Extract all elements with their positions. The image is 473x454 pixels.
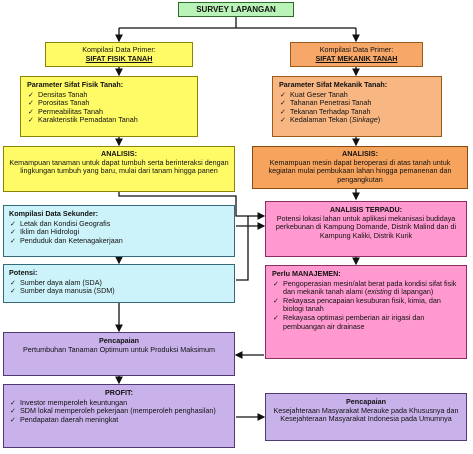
list-item: ✓ Letak dan Kondisi Geografis: [9, 220, 229, 229]
mechanical-analysis-box: [252, 146, 468, 189]
list-item: ✓ Rekayasa optimasi pemberian air irigasi dan pembuangan air drainase: [272, 314, 460, 331]
list-item-italic: existing: [367, 287, 392, 297]
physical-analysis-box: [3, 146, 235, 192]
mechanical-analysis-title: ANALISIS:: [342, 149, 378, 158]
potential-title: Potensi:: [9, 268, 38, 277]
list-item-text: Kedalaman Tekan (: [290, 115, 352, 125]
list-item: ✓ Porositas Tanah: [27, 99, 191, 108]
physical-parameter-title: Parameter Sifat Fisik Tanah:: [27, 80, 124, 89]
survey-title: SURVEY LAPANGAN: [196, 5, 276, 14]
mechanical-parameter-title: Parameter Sifat Mekanik Tanah:: [279, 80, 388, 89]
list-item: ✓ Permeabilitas Tanah: [27, 108, 191, 117]
list-item: ✓ Densitas Tanah: [27, 91, 191, 100]
achievement-growth-title: Pencapaian: [99, 336, 139, 345]
list-item-italic: Sinkage: [351, 115, 378, 125]
list-item: ✓ Karakteristik Pemadatan Tanah: [27, 116, 191, 125]
list-item: ✓ Iklim dan Hidrologi: [9, 228, 229, 237]
profit-title: PROFIT:: [105, 388, 133, 397]
list-item-text: ): [377, 115, 381, 125]
list-item: [279, 116, 435, 125]
physical-parameter-list: [27, 91, 191, 125]
achievement-welfare-box: [265, 393, 467, 441]
profit-list: [9, 399, 229, 425]
achievement-growth-box: [3, 332, 235, 376]
list-item-text: di lapangan): [391, 287, 434, 297]
integrated-analysis-text: Potensi lokasi lahan untuk aplikasi mekanisasi budidaya perkebunan di Kampung Domande, Distrik Malind dan di Kampung Kaliki, Distrik Kurik: [275, 213, 457, 240]
management-box: [265, 265, 467, 359]
achievement-welfare-title: Pencapaian: [346, 397, 386, 406]
list-item: ✓ Penduduk dan Ketenagakerjaan: [9, 237, 229, 246]
list-item: ✓ Pendapatan daerah meningkat: [9, 416, 229, 425]
management-title: Perlu MANAJEMEN:: [272, 269, 341, 278]
list-item: ✓ Sumber daya alam (SDA): [9, 279, 229, 288]
list-item: [272, 280, 460, 297]
physical-analysis-text: Kemampuan tanaman untuk dapat tumbuh serta berinteraksi dengan lingkungan tumbuh yang baru, mulai dari tanam hingga panen: [9, 157, 229, 176]
survey-lapangan-box: [178, 2, 294, 17]
list-item: ✓ Rekayasa pencapaian kesuburan fisik, kimia, dan biologi tanah: [272, 297, 460, 314]
list-item: ✓ SDM lokal memperoleh pekerjaan (memperoleh penghasilan): [9, 407, 229, 416]
primary-mechanical-box: [290, 42, 423, 67]
list-item-text: Pengoperasian mesin/alat berat pada kondisi sifat fisik dan mekanik tanah alami (: [283, 278, 457, 297]
list-item: ✓ Tahanan Penetrasi Tanah: [279, 99, 435, 108]
primary-physical-label: Kompilasi Data Primer:: [82, 45, 156, 54]
physical-parameter-box: [20, 76, 198, 137]
list-item: ✓ Investor memperoleh keuntungan: [9, 399, 229, 408]
list-item: ✓ Tekanan Terhadap Tanah: [279, 108, 435, 117]
mechanical-analysis-text: Kemampuan mesin dapat beroperasi di atas tanah untuk kegiatan mulai pembukaan lahan hingga pemanenan dan pengangkutan: [268, 157, 452, 184]
list-item: ✓ Kuat Geser Tanah: [279, 91, 435, 100]
integrated-analysis-title: ANALISIS TERPADU:: [329, 205, 403, 214]
mechanical-parameter-list: [279, 91, 435, 125]
list-item: ✓ Sumber daya manusia (SDM): [9, 287, 229, 296]
profit-box: [3, 384, 235, 448]
primary-physical-box: [45, 42, 193, 67]
secondary-data-title: Kompilasi Data Sekunder:: [9, 209, 99, 218]
primary-physical-title: SIFAT FISIK TANAH: [85, 53, 153, 63]
physical-analysis-title: ANALISIS:: [101, 149, 137, 158]
primary-mechanical-label: Kompilasi Data Primer:: [319, 45, 394, 54]
management-list: [272, 280, 460, 332]
achievement-growth-text: Pertumbuhan Tanaman Optimum untuk Produksi Maksimum: [22, 344, 215, 354]
integrated-analysis-box: [265, 201, 467, 257]
secondary-data-list: [9, 220, 229, 246]
achievement-welfare-text: Kesejahteraan Masyarakat Merauke pada Khususnya dan Kesejahteraan Masyarakat Indonesia pada Umumnya: [273, 405, 459, 424]
secondary-data-box: [3, 205, 235, 257]
mechanical-parameter-box: [272, 76, 442, 137]
primary-mechanical-title: SIFAT MEKANIK TANAH: [315, 53, 398, 63]
potential-list: [9, 279, 229, 296]
potential-box: [3, 264, 235, 303]
